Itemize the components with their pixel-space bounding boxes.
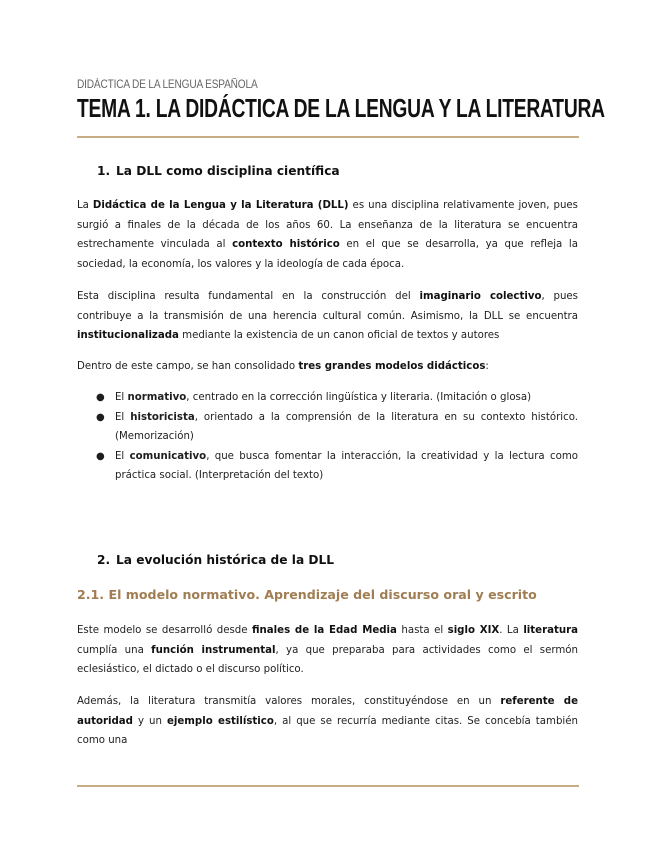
didactic-models-list — [77, 388, 578, 486]
list-item-text: El historicista, orientado a la comprensión de la literatura en su contexto histórico. (Memorización) — [115, 411, 578, 443]
list-item-text: El normativo, centrado en la corrección lingüística y literaria. (Imitación o glosa) — [115, 392, 532, 403]
footer-divider — [77, 785, 579, 787]
section-1-paragraph-2: Esta disciplina resulta fundamental en la construcción del imaginario colectivo, pues contribuye a la transmisión de una herencia cultural común. Asimismo, la DLL se encuentra institucionalizada mediante la existencia de un canon oficial de textos y autores — [77, 291, 578, 342]
bullet-icon: ● — [96, 411, 105, 423]
bullet-icon: ● — [96, 392, 105, 403]
list-item — [77, 388, 578, 408]
section-2-heading — [97, 553, 334, 567]
list-item — [77, 447, 578, 486]
title-divider — [77, 136, 579, 138]
page-title: TEMA 1. LA DIDÁCTICA DE LA LENGUA Y LA LITERATURA — [77, 93, 605, 123]
section-1-heading — [97, 164, 340, 178]
section-1-number: 1. — [97, 164, 111, 178]
section-2-paragraph-2: Además, la literatura transmitía valores morales, constituyéndose en un referente de autoridad y un ejemplo estilístico, al que se recurría mediante citas. Se concebía también como una — [77, 696, 578, 747]
section-1-paragraph-1: La Didáctica de la Lengua y la Literatura (DLL) es una disciplina relativamente joven, pues surgió a finales de la década de los años 60. La enseñanza de la literatura se encuentra estrechamente vinculada al contexto histórico en el que se desarrolla, ya que refleja la sociedad, la economía, los valores y la ideología de cada época. — [77, 200, 578, 270]
list-item — [77, 408, 578, 447]
section-2-number: 2. — [97, 553, 111, 567]
section-1-title: La DLL como disciplina científica — [116, 164, 340, 178]
subject-header: DIDÁCTICA DE LA LENGUA ESPAÑOLA — [77, 79, 258, 91]
bullet-icon: ● — [96, 450, 105, 462]
subsection-2-1-heading: 2.1. El modelo normativo. Aprendizaje del discurso oral y escrito — [77, 587, 537, 602]
list-item-text: El comunicativo, que busca fomentar la interacción, la creatividad y la lectura como práctica social. (Interpretación del texto) — [115, 450, 578, 482]
section-1-paragraph-3: Dentro de este campo, se han consolidado tres grandes modelos didácticos: — [77, 361, 489, 372]
section-2-paragraph-1: Este modelo se desarrolló desde finales de la Edad Media hasta el siglo XIX. La literatura cumplía una función instrumental, ya que preparaba para actividades como el sermón eclesiástico, el dictado o el discurso político. — [77, 625, 578, 676]
section-2-title: La evolución histórica de la DLL — [116, 553, 335, 567]
